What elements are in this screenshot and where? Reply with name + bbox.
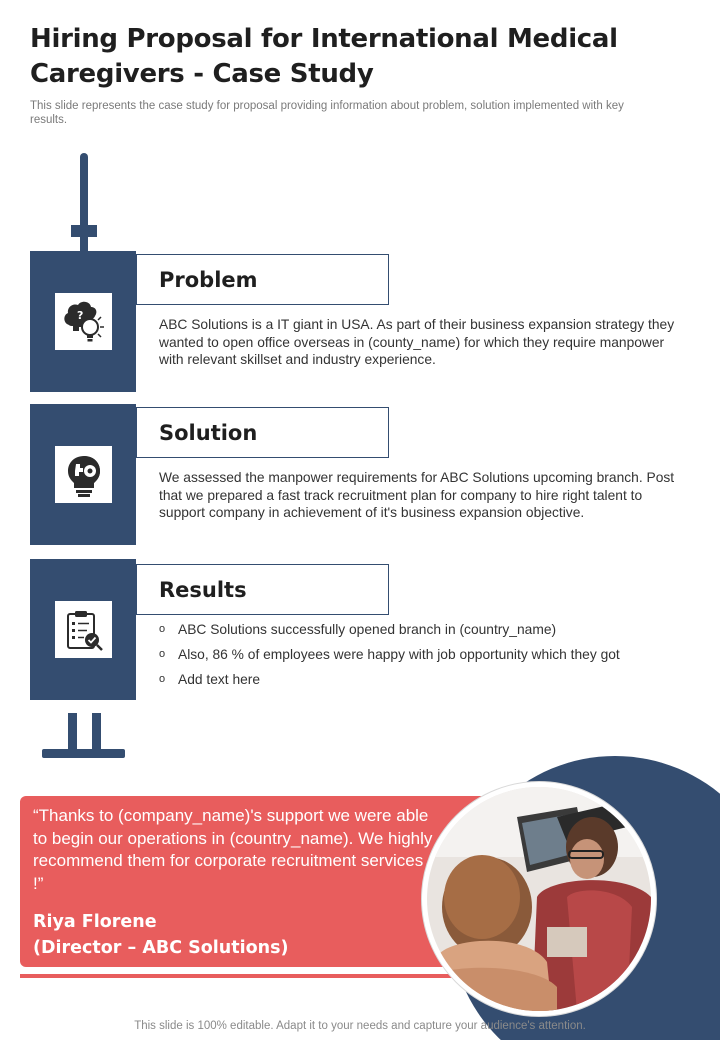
list-item: o ABC Solutions successfully opened branch in (country_name) <box>159 622 557 637</box>
base-pillar-right-decoration <box>92 713 101 751</box>
testimonial-name: Riya Florene <box>33 912 157 932</box>
list-item: o Add text here <box>159 672 261 687</box>
bullet-marker: o <box>159 648 166 660</box>
results-icon-box <box>55 601 112 658</box>
results-list <box>159 621 699 696</box>
svg-text:?: ? <box>76 308 83 322</box>
bullet-marker: o <box>159 623 166 635</box>
stem-joint-decoration <box>80 237 88 251</box>
results-label: Results <box>136 564 389 615</box>
solution-icon-box <box>55 446 112 503</box>
testimonial-quote: “Thanks to (company_name)'s support we were able to begin our operations in (country_name). We highly recommend them for corporate recruitment services !” <box>33 806 433 893</box>
page-subtitle: This slide represents the case study for proposal providing information about problem, solution implemented with key results. <box>30 100 624 126</box>
solution-label: Solution <box>136 407 389 458</box>
footer-note: This slide is 100% editable. Adapt it to your needs and capture your audience's attention. <box>134 1020 586 1032</box>
page-title: Hiring Proposal for International Medical Caregivers - Case Study <box>30 24 618 89</box>
testimonial-photo-frame <box>421 781 657 1017</box>
stem-base-decoration <box>71 225 97 237</box>
accent-line <box>20 974 460 978</box>
base-plate-decoration <box>42 749 125 758</box>
bullet-marker: o <box>159 673 166 685</box>
base-pillar-left-decoration <box>68 713 77 751</box>
brain-lightbulb-icon <box>59 297 109 347</box>
problem-text: ABC Solutions is a IT giant in USA. As part of their business expansion strategy they wanted to open office overseas in (county_name) for which they require manpower with relevant skillset and industry experience. <box>159 317 675 367</box>
list-item: o Also, 86 % of employees were happy with job opportunity which they got <box>159 647 620 662</box>
testimonial-photo <box>427 787 651 1011</box>
gear-lightbulb-icon <box>59 450 109 500</box>
clipboard-check-icon <box>59 605 109 655</box>
problem-icon-box <box>55 293 112 350</box>
stem-top-decoration <box>80 153 88 227</box>
solution-text: We assessed the manpower requirements for ABC Solutions upcoming branch. Post that we prepared a fast track recruitment plan for company to hire right talent to support company in achievement of it's business expansion objective. <box>159 470 675 520</box>
testimonial-role: (Director – ABC Solutions) <box>33 938 289 958</box>
problem-label: Problem <box>136 254 389 305</box>
